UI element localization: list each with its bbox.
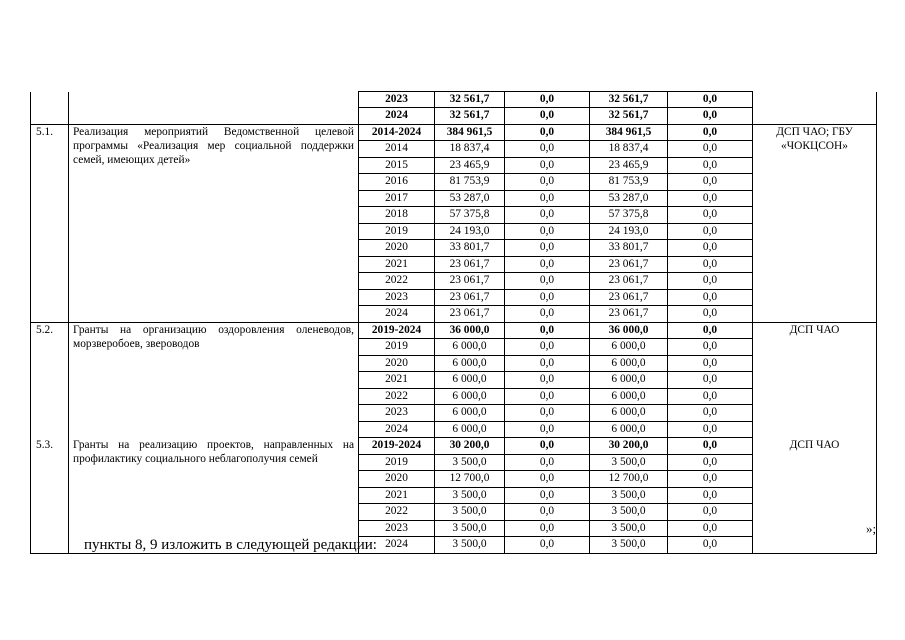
regional-cell: 30 200,0 <box>590 438 668 455</box>
total-cell: 24 193,0 <box>435 223 505 240</box>
item-number: 5.1. <box>31 124 69 322</box>
extrabudget-cell: 0,0 <box>668 339 753 356</box>
item-number: 5.2. <box>31 322 69 438</box>
item-name <box>69 322 359 438</box>
regional-cell: 6 000,0 <box>590 421 668 438</box>
regional-cell: 23 061,7 <box>590 289 668 306</box>
year-cell: 2024 <box>359 306 435 323</box>
year-cell: 2022 <box>359 504 435 521</box>
table-row <box>31 322 877 339</box>
federal-cell: 0,0 <box>505 421 590 438</box>
extrabudget-cell: 0,0 <box>668 405 753 422</box>
total-cell: 3 500,0 <box>435 520 505 537</box>
table-row <box>31 92 877 108</box>
regional-cell: 6 000,0 <box>590 388 668 405</box>
federal-cell: 0,0 <box>505 92 590 108</box>
year-cell: 2020 <box>359 240 435 257</box>
federal-cell: 0,0 <box>505 174 590 191</box>
extrabudget-cell: 0,0 <box>668 421 753 438</box>
federal-cell: 0,0 <box>505 355 590 372</box>
regional-cell: 6 000,0 <box>590 372 668 389</box>
federal-cell: 0,0 <box>505 487 590 504</box>
regional-cell: 6 000,0 <box>590 405 668 422</box>
extrabudget-cell: 0,0 <box>668 289 753 306</box>
extrabudget-cell: 0,0 <box>668 207 753 224</box>
extrabudget-cell: 0,0 <box>668 223 753 240</box>
federal-cell: 0,0 <box>505 388 590 405</box>
extrabudget-cell: 0,0 <box>668 256 753 273</box>
federal-cell: 0,0 <box>505 157 590 174</box>
regional-cell: 23 061,7 <box>590 256 668 273</box>
year-cell: 2015 <box>359 157 435 174</box>
table-body <box>31 92 877 554</box>
item-name <box>69 92 359 125</box>
extrabudget-cell: 0,0 <box>668 471 753 488</box>
extrabudget-cell: 0,0 <box>668 240 753 257</box>
federal-cell: 0,0 <box>505 108 590 125</box>
regional-cell: 24 193,0 <box>590 223 668 240</box>
extrabudget-cell: 0,0 <box>668 108 753 125</box>
year-cell: 2023 <box>359 92 435 108</box>
total-cell: 53 287,0 <box>435 190 505 207</box>
regional-cell: 32 561,7 <box>590 92 668 108</box>
extrabudget-cell: 0,0 <box>668 174 753 191</box>
item-name-text: Гранты на организацию оздоровления оленеводов, морзверобоев, звероводов <box>73 323 354 350</box>
year-cell: 2016 <box>359 174 435 191</box>
year-cell: 2014 <box>359 141 435 158</box>
extrabudget-cell: 0,0 <box>668 487 753 504</box>
federal-cell: 0,0 <box>505 504 590 521</box>
item-name-text: Гранты на реализацию проектов, направленных на профилактику социального неблагополучия семей <box>73 438 354 465</box>
item-name-text: Реализация мероприятий Ведомственной целевой программы «Реализация мер социальной поддержки семей, имеющих детей» <box>73 125 354 166</box>
extrabudget-cell: 0,0 <box>668 388 753 405</box>
total-cell: 57 375,8 <box>435 207 505 224</box>
year-cell: 2019 <box>359 454 435 471</box>
federal-cell: 0,0 <box>505 207 590 224</box>
total-cell: 36 000,0 <box>435 322 505 339</box>
year-cell: 2023 <box>359 289 435 306</box>
extrabudget-cell: 0,0 <box>668 454 753 471</box>
total-cell: 6 000,0 <box>435 372 505 389</box>
total-cell: 3 500,0 <box>435 487 505 504</box>
regional-cell: 3 500,0 <box>590 454 668 471</box>
total-cell: 6 000,0 <box>435 355 505 372</box>
executor-text: ДСП ЧАО; ГБУ «ЧОКЦСОН» <box>776 125 853 152</box>
item-name <box>69 438 359 554</box>
federal-cell: 0,0 <box>505 339 590 356</box>
extrabudget-cell: 0,0 <box>668 92 753 108</box>
total-cell: 18 837,4 <box>435 141 505 158</box>
year-cell: 2019-2024 <box>359 438 435 455</box>
regional-cell: 3 500,0 <box>590 504 668 521</box>
year-cell: 2022 <box>359 273 435 290</box>
total-cell: 32 561,7 <box>435 108 505 125</box>
federal-cell: 0,0 <box>505 454 590 471</box>
year-cell: 2021 <box>359 487 435 504</box>
federal-cell: 0,0 <box>505 405 590 422</box>
extrabudget-cell: 0,0 <box>668 504 753 521</box>
closing-quote: »; <box>866 521 877 536</box>
year-cell: 2019 <box>359 339 435 356</box>
executor-cell <box>753 92 877 125</box>
extrabudget-cell: 0,0 <box>668 537 753 554</box>
total-cell: 6 000,0 <box>435 388 505 405</box>
extrabudget-cell: 0,0 <box>668 273 753 290</box>
executor-cell <box>753 438 877 554</box>
total-cell: 81 753,9 <box>435 174 505 191</box>
total-cell: 384 961,5 <box>435 124 505 141</box>
federal-cell: 0,0 <box>505 289 590 306</box>
amendment-text: пункты 8, 9 изложить в следующей редакции: <box>84 537 377 553</box>
regional-cell: 57 375,8 <box>590 207 668 224</box>
extrabudget-cell: 0,0 <box>668 157 753 174</box>
year-cell: 2024 <box>359 108 435 125</box>
total-cell: 23 465,9 <box>435 157 505 174</box>
year-cell: 2023 <box>359 405 435 422</box>
year-cell: 2018 <box>359 207 435 224</box>
regional-cell: 23 061,7 <box>590 273 668 290</box>
year-cell: 2020 <box>359 355 435 372</box>
total-cell: 6 000,0 <box>435 405 505 422</box>
regional-cell: 3 500,0 <box>590 537 668 554</box>
total-cell: 23 061,7 <box>435 289 505 306</box>
federal-cell: 0,0 <box>505 240 590 257</box>
regional-cell: 6 000,0 <box>590 355 668 372</box>
table-row <box>31 124 877 141</box>
year-cell: 2024 <box>359 537 435 554</box>
regional-cell: 3 500,0 <box>590 520 668 537</box>
extrabudget-cell: 0,0 <box>668 306 753 323</box>
regional-cell: 23 465,9 <box>590 157 668 174</box>
year-cell: 2017 <box>359 190 435 207</box>
federal-cell: 0,0 <box>505 471 590 488</box>
year-cell: 2021 <box>359 256 435 273</box>
regional-cell: 3 500,0 <box>590 487 668 504</box>
federal-cell: 0,0 <box>505 124 590 141</box>
table-row <box>31 438 877 455</box>
year-cell: 2014-2024 <box>359 124 435 141</box>
regional-cell: 6 000,0 <box>590 339 668 356</box>
regional-cell: 18 837,4 <box>590 141 668 158</box>
total-cell: 3 500,0 <box>435 537 505 554</box>
year-cell: 2021 <box>359 372 435 389</box>
federal-cell: 0,0 <box>505 256 590 273</box>
year-cell: 2019-2024 <box>359 322 435 339</box>
extrabudget-cell: 0,0 <box>668 190 753 207</box>
total-cell: 23 061,7 <box>435 256 505 273</box>
executor-cell <box>753 124 877 322</box>
item-name <box>69 124 359 322</box>
extrabudget-cell: 0,0 <box>668 520 753 537</box>
regional-cell: 81 753,9 <box>590 174 668 191</box>
regional-cell: 23 061,7 <box>590 306 668 323</box>
regional-cell: 12 700,0 <box>590 471 668 488</box>
regional-cell: 384 961,5 <box>590 124 668 141</box>
federal-cell: 0,0 <box>505 520 590 537</box>
federal-cell: 0,0 <box>505 306 590 323</box>
year-cell: 2019 <box>359 223 435 240</box>
total-cell: 23 061,7 <box>435 306 505 323</box>
extrabudget-cell: 0,0 <box>668 372 753 389</box>
federal-cell: 0,0 <box>505 372 590 389</box>
federal-cell: 0,0 <box>505 223 590 240</box>
year-cell: 2024 <box>359 421 435 438</box>
total-cell: 12 700,0 <box>435 471 505 488</box>
regional-cell: 36 000,0 <box>590 322 668 339</box>
total-cell: 23 061,7 <box>435 273 505 290</box>
item-number <box>31 92 69 125</box>
regional-cell: 32 561,7 <box>590 108 668 125</box>
federal-cell: 0,0 <box>505 273 590 290</box>
total-cell: 33 801,7 <box>435 240 505 257</box>
federal-cell: 0,0 <box>505 438 590 455</box>
total-cell: 3 500,0 <box>435 454 505 471</box>
federal-cell: 0,0 <box>505 141 590 158</box>
federal-cell: 0,0 <box>505 322 590 339</box>
total-cell: 32 561,7 <box>435 92 505 108</box>
executor-cell <box>753 322 877 438</box>
regional-cell: 53 287,0 <box>590 190 668 207</box>
total-cell: 6 000,0 <box>435 421 505 438</box>
year-cell: 2020 <box>359 471 435 488</box>
extrabudget-cell: 0,0 <box>668 141 753 158</box>
total-cell: 3 500,0 <box>435 504 505 521</box>
federal-cell: 0,0 <box>505 537 590 554</box>
federal-cell: 0,0 <box>505 190 590 207</box>
year-cell: 2022 <box>359 388 435 405</box>
extrabudget-cell: 0,0 <box>668 438 753 455</box>
item-number: 5.3. <box>31 438 69 554</box>
year-cell: 2023 <box>359 520 435 537</box>
executor-text: ДСП ЧАО <box>789 323 840 336</box>
extrabudget-cell: 0,0 <box>668 124 753 141</box>
extrabudget-cell: 0,0 <box>668 355 753 372</box>
executor-text: ДСП ЧАО <box>789 438 840 451</box>
regional-cell: 33 801,7 <box>590 240 668 257</box>
extrabudget-cell: 0,0 <box>668 322 753 339</box>
total-cell: 30 200,0 <box>435 438 505 455</box>
funding-table <box>30 91 877 554</box>
total-cell: 6 000,0 <box>435 339 505 356</box>
